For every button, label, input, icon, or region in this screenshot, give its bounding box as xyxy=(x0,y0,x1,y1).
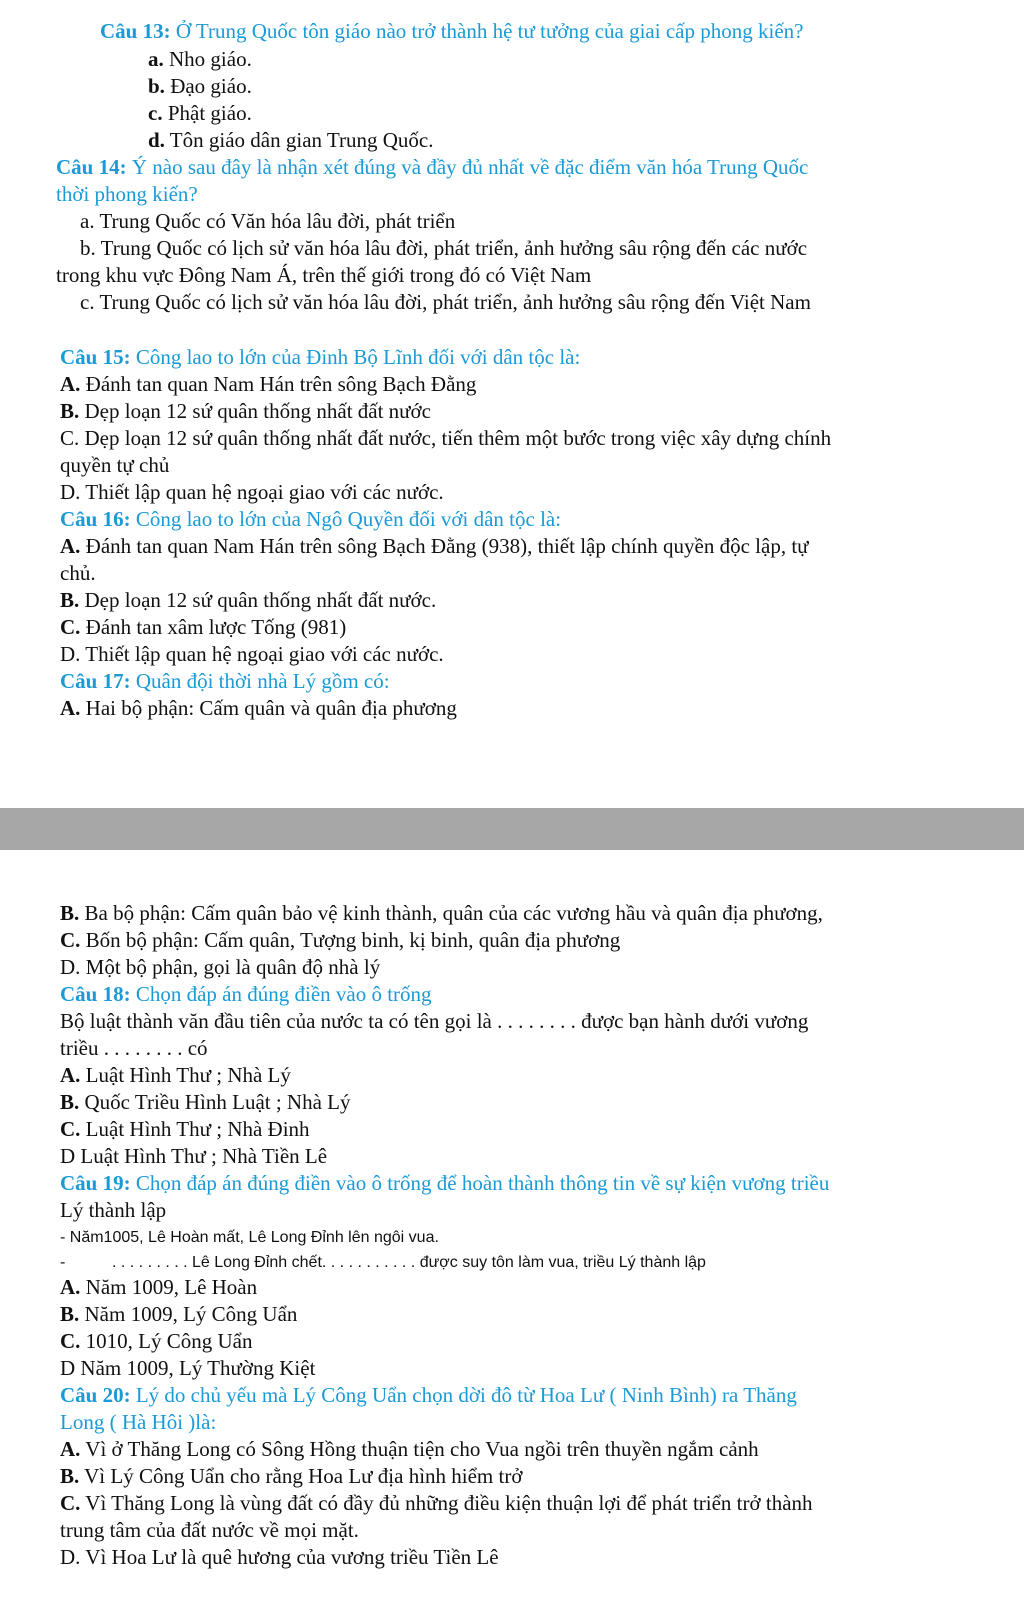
q16-option-b-key: B. xyxy=(60,588,80,612)
q13-option-b-key: b. xyxy=(148,74,165,98)
q15-option-c-line1: C. Dẹp loạn 12 sứ quân thống nhất đất nước, tiến thêm một bước trong việc xây dựng chính xyxy=(60,426,832,450)
q16-option-c-key: C. xyxy=(60,615,81,639)
q14-text-line1: Ý nào sau đây là nhận xét đúng và đầy đủ nhất về đặc điểm văn hóa Trung Quốc xyxy=(126,155,809,179)
q20-option-c-line1 xyxy=(60,1490,813,1516)
page-bottom xyxy=(0,850,1024,1603)
q15-option-a-text: Đánh tan quan Nam Hán trên sông Bạch Đằng xyxy=(80,372,477,396)
q19-option-a xyxy=(60,1274,257,1300)
q20-option-a-text: Vì ở Thăng Long có Sông Hồng thuận tiện cho Vua ngồi trên thuyền ngắm cảnh xyxy=(80,1437,759,1461)
q18-option-b xyxy=(60,1089,351,1115)
q17-option-a xyxy=(60,695,457,721)
q20-option-c-key: C. xyxy=(60,1491,81,1515)
q18-question xyxy=(60,981,432,1007)
q18-option-c xyxy=(60,1116,310,1142)
q20-option-c-line2: trung tâm của đất nước về mọi mặt. xyxy=(60,1518,359,1542)
q19-text-line1: Chọn đáp án đúng điền vào ô trống để hoàn thành thông tin về sự kiện vương triều xyxy=(130,1171,830,1195)
page-divider-band xyxy=(0,808,1024,850)
q16-text: Công lao to lớn của Ngô Quyền đối với dân tộc là: xyxy=(130,507,562,531)
q16-option-a-text: Đánh tan quan Nam Hán trên sông Bạch Đằng (938), thiết lập chính quyền độc lập, tự xyxy=(80,534,809,558)
q20-option-d: D. Vì Hoa Lư là quê hương của vương triều Tiền Lê xyxy=(60,1545,499,1569)
q18-label: Câu 18: xyxy=(60,982,131,1006)
q17-option-d: D. Một bộ phận, gọi là quân độ nhà lý xyxy=(60,955,381,979)
q16-option-a-line2: chủ. xyxy=(60,561,96,585)
q13-option-b-text: Đạo giáo. xyxy=(164,74,252,98)
q17-option-c xyxy=(60,927,620,953)
q16-option-a-key: A. xyxy=(60,534,81,558)
q19-option-c-key: C. xyxy=(60,1329,81,1353)
q13-option-d-key: d. xyxy=(148,128,165,152)
q18-option-b-key: B. xyxy=(60,1090,80,1114)
q13-question xyxy=(100,18,803,44)
q17-option-b xyxy=(60,900,823,926)
q18-text: Chọn đáp án đúng điền vào ô trống xyxy=(130,982,432,1006)
q19-option-b xyxy=(60,1301,297,1327)
q20-label: Câu 20: xyxy=(60,1383,131,1407)
q18-stem-line1: Bộ luật thành văn đầu tiên của nước ta có tên gọi là . . . . . . . . được bạn hành dưới vương xyxy=(60,1009,809,1033)
q18-option-c-text: Luật Hình Thư ; Nhà Đinh xyxy=(80,1117,310,1141)
q15-label: Câu 15: xyxy=(60,345,131,369)
q17-question xyxy=(60,668,390,694)
q20-option-a-key: A. xyxy=(60,1437,81,1461)
q14-option-b-line2: trong khu vực Đông Nam Á, trên thế giới trong đó có Việt Nam xyxy=(56,263,592,287)
q18-option-d: D Luật Hình Thư ; Nhà Tiền Lê xyxy=(60,1144,328,1168)
q16-question xyxy=(60,506,561,532)
q13-option-b xyxy=(148,73,252,99)
q18-option-a-key: A. xyxy=(60,1063,81,1087)
q13-option-a xyxy=(148,46,252,72)
q15-option-d: D. Thiết lập quan hệ ngoại giao với các nước. xyxy=(60,480,444,504)
q16-option-c-text: Đánh tan xâm lược Tống (981) xyxy=(80,615,347,639)
q13-option-c xyxy=(148,100,252,126)
q17-option-b-text: Ba bộ phận: Cấm quân bảo vệ kinh thành, quân của các vương hầu và quân địa phương, xyxy=(79,901,823,925)
q18-option-b-text: Quốc Triều Hình Luật ; Nhà Lý xyxy=(79,1090,351,1114)
q14-question xyxy=(56,154,808,180)
q19-text-line2: Lý thành lập xyxy=(60,1198,167,1222)
q14-option-b-line1: b. Trung Quốc có lịch sử văn hóa lâu đời, phát triển, ảnh hưởng sâu rộng đến các nước xyxy=(80,236,808,260)
q20-option-b-text: Vì Lý Công Uẩn cho rằng Hoa Lư địa hình hiểm trở xyxy=(79,1464,523,1488)
q20-text-line1: Lý do chủ yếu mà Lý Công Uẩn chọn dời đô từ Hoa Lư ( Ninh Bình) ra Thăng xyxy=(130,1383,797,1407)
q17-option-c-text: Bốn bộ phận: Cấm quân, Tượng binh, kị binh, quân địa phương xyxy=(80,928,621,952)
q20-text-line2: Long ( Hà Hôi )là: xyxy=(60,1410,217,1434)
page-divider xyxy=(0,808,1024,850)
q18-option-c-key: C. xyxy=(60,1117,81,1141)
q17-option-a-key: A. xyxy=(60,696,81,720)
q19-info-line2: . . . . . . . . . Lê Long Đỉnh chết. . . . . . . . . . . được suy tôn làm vua, triều Lý thành lập xyxy=(112,1254,706,1271)
q13-option-c-key: c. xyxy=(148,101,163,125)
q13-label: Câu 13: xyxy=(100,19,171,43)
q13-option-d xyxy=(148,127,433,153)
q13-option-a-text: Nho giáo. xyxy=(163,47,252,71)
q15-option-c-line2: quyền tự chủ xyxy=(60,453,170,477)
q19-info-line1: - Năm1005, Lê Hoàn mất, Lê Long Đỉnh lên ngôi vua. xyxy=(60,1229,439,1246)
q19-info-line2-dash: - xyxy=(60,1254,66,1271)
q19-option-c xyxy=(60,1328,253,1354)
q17-option-a-text: Hai bộ phận: Cấm quân và quân địa phương xyxy=(80,696,457,720)
q19-option-a-text: Năm 1009, Lê Hoàn xyxy=(80,1275,258,1299)
q18-stem-line2: triều . . . . . . . . có xyxy=(60,1036,208,1060)
q15-option-a xyxy=(60,371,476,397)
q15-text: Công lao to lớn của Đinh Bộ Lĩnh đối với dân tộc là: xyxy=(130,345,581,369)
q14-option-a: a. Trung Quốc có Văn hóa lâu đời, phát triển xyxy=(80,209,456,233)
q13-option-a-key: a. xyxy=(148,47,164,71)
q15-question xyxy=(60,344,580,370)
q20-option-a xyxy=(60,1436,759,1462)
q19-label: Câu 19: xyxy=(60,1171,131,1195)
q20-option-b xyxy=(60,1463,522,1489)
q18-option-a xyxy=(60,1062,291,1088)
q14-label: Câu 14: xyxy=(56,155,127,179)
q16-label: Câu 16: xyxy=(60,507,131,531)
q19-option-b-text: Năm 1009, Lý Công Uẩn xyxy=(79,1302,298,1326)
q16-option-a-line1 xyxy=(60,533,809,559)
q15-option-b xyxy=(60,398,431,424)
q18-option-a-text: Luật Hình Thư ; Nhà Lý xyxy=(80,1063,291,1087)
q16-option-b-text: Dẹp loạn 12 sứ quân thống nhất đất nước. xyxy=(79,588,437,612)
q20-question xyxy=(60,1382,797,1408)
q17-text: Quân đội thời nhà Lý gồm có: xyxy=(130,669,390,693)
q19-option-a-key: A. xyxy=(60,1275,81,1299)
q14-text-line2: thời phong kiến? xyxy=(56,182,198,206)
q15-option-b-key: B. xyxy=(60,399,80,423)
q20-option-c-text: Vì Thăng Long là vùng đất có đầy đủ những điều kiện thuận lợi để phát triển trở thành xyxy=(80,1491,813,1515)
q13-text: Ở Trung Quốc tôn giáo nào trở thành hệ tư tưởng của giai cấp phong kiến? xyxy=(170,19,804,43)
q15-option-b-text: Dẹp loạn 12 sứ quân thống nhất đất nước xyxy=(79,399,431,423)
q17-label: Câu 17: xyxy=(60,669,131,693)
q16-option-b xyxy=(60,587,436,613)
q17-option-b-key: B. xyxy=(60,901,80,925)
q13-option-c-text: Phật giáo. xyxy=(162,101,252,125)
q19-option-b-key: B. xyxy=(60,1302,80,1326)
q16-option-c xyxy=(60,614,346,640)
q16-option-d: D. Thiết lập quan hệ ngoại giao với các nước. xyxy=(60,642,444,666)
q15-option-a-key: A. xyxy=(60,372,81,396)
q19-option-c-text: 1010, Lý Công Uẩn xyxy=(80,1329,253,1353)
q13-option-d-text: Tôn giáo dân gian Trung Quốc. xyxy=(164,128,434,152)
q19-option-d: D Năm 1009, Lý Thường Kiệt xyxy=(60,1356,316,1380)
q14-option-c: c. Trung Quốc có lịch sử văn hóa lâu đời, phát triển, ảnh hưởng sâu rộng đến Việt Nam xyxy=(80,290,811,314)
q17-option-c-key: C. xyxy=(60,928,81,952)
q20-option-b-key: B. xyxy=(60,1464,80,1488)
q19-question xyxy=(60,1170,829,1196)
